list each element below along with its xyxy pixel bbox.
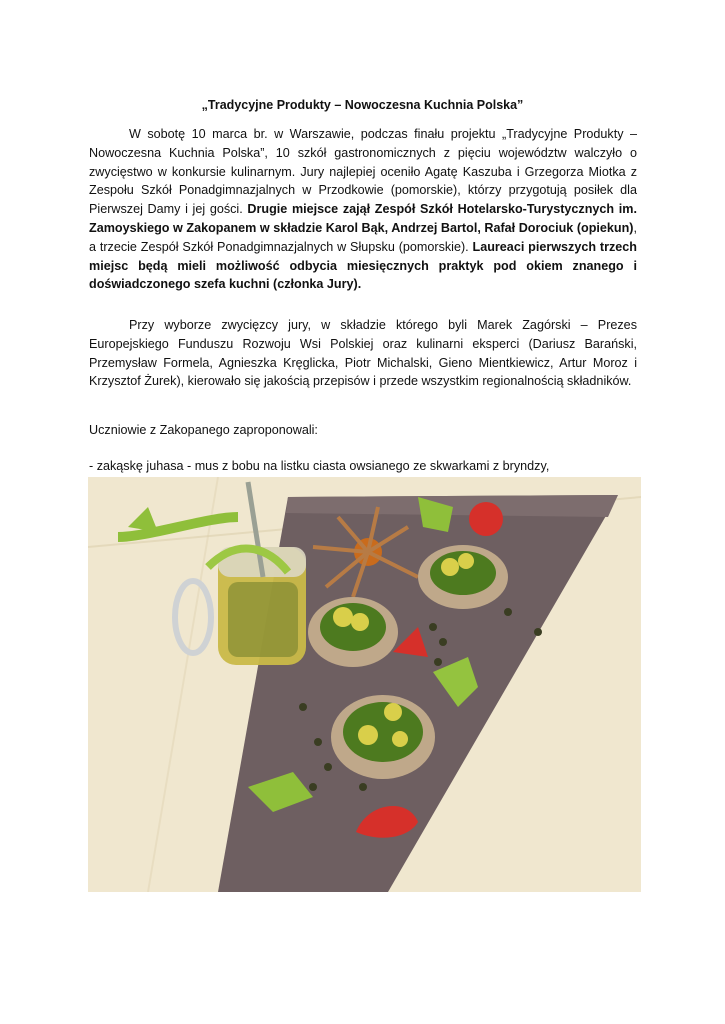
page-title: „Tradycyjne Produkty – Nowoczesna Kuchnia Polska” — [201, 98, 524, 112]
dish-photo — [88, 477, 641, 892]
second-place-bold: Drugie miejsce zajął Zespół Szkół Hotelarsko-Turystycznych im. Zamoyskiego w Zakopanem w składzie Karol Bąk, Andrzej Bartol, Rafał Dorociuk (opiekun) — [89, 202, 637, 235]
paragraph-competition-results — [89, 125, 637, 294]
paragraph-text: W sobotę 10 marca br. w Warszawie, podczas finału projektu „Tradycyjne Produkty – Nowoczesna Kuchnia Polska”, 10 szkół gastronomicznych z pięciu województw walczyło o zwycięstwo w konkursie kulinarnym. Jury najlepiej oceniło Agatę Kaszuba i Grzegorza Miotka z Zespołu Szkół Ponadgimnazjalnych w Przodkowie (pomorskie), którzy przygotują posiłek dla Pierwszej Damy i jej gości. — [89, 127, 637, 217]
laureates-bold: Laureaci pierwszych trzech miejsc będą mieli możliwość odbycia miesięcznych praktyk pod okiem znanego i doświadczonego szefa kuchni (członka Jury). — [89, 239, 637, 292]
paragraph-text: , a trzecie Zespół Szkół Ponadgimnazjalnych w Słupsku (pomorskie). — [89, 220, 637, 254]
paragraph-jury: Przy wyborze zwycięzcy jury, w składzie którego byli Marek Zagórski – Prezes Europejskiego Funduszu Rozwoju Wsi Polskiej oraz kulinarni eksperci (Dariusz Barański, Przemysław Formela, Agnieszka Kręglicka, Piotr Michalski, Gieno Mientkiewicz, Artur Moroz i Krzysztof Żurek), kierowało się jakością przepisów i przede wszystkim regionalnością składników. — [89, 318, 637, 389]
paragraph-dish: - zakąskę juhasa - mus z bobu na listku ciasta owsianego ze skwarkami z bryndzy, — [89, 459, 550, 473]
paragraph-proposal-intro: Uczniowie z Zakopanego zaproponowali: — [89, 423, 318, 437]
